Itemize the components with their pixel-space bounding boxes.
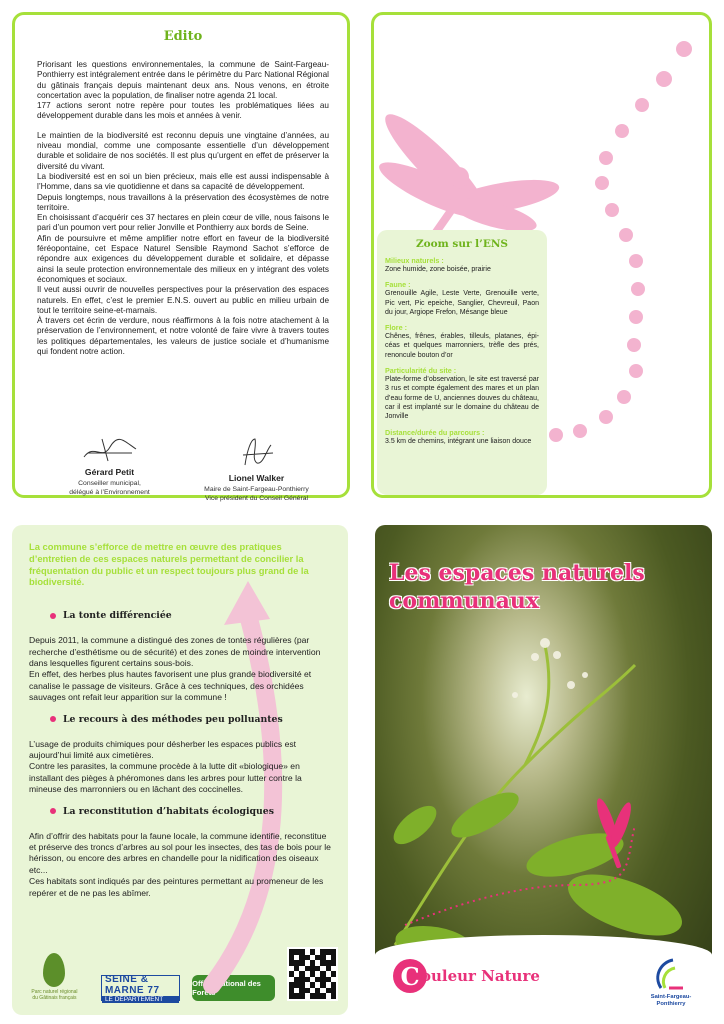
signature-petit-icon: [80, 435, 140, 463]
signatory-name: Gérard Petit: [84, 467, 135, 477]
logo-parc-gatinais: Parc naturel régional du Gâtinais français: [30, 953, 79, 1001]
section-paragraph: L’usage de produits chimiques pour désherber les espaces publics est aujourd’hui limité aux cimetières.: [29, 738, 297, 761]
brand-word: ouleur Nature: [421, 967, 540, 985]
zoom-text: Chênes, frênes, érables, tilleuls, platanes, épi-céas et quelques marronniers, trèfle des prés, renoncule bouton d’or: [385, 333, 539, 359]
section-text: [29, 635, 332, 703]
edito-paragraph: 177 actions seront notre repère pour toutes les problématiques liées au développement durable dans les mois et années à venir.: [37, 101, 329, 121]
edito-paragraph: La biodiversité est en soi un bien précieux, mais elle est aussi indispensable à l’Homme, dans sa vie quotidienne et dans sa capacité de développement.: [37, 171, 329, 192]
section-paragraph: Afin d’offrir des habitats pour la faune locale, la commune identifie, reconstitue et préserve des troncs d’arbres au sol pour les insectes, des tas de bois pour le hérisson, ou encore des arbres en chandelle pour la nidification des oiseaux etc...: [29, 830, 331, 875]
zoom-heading: Faune :: [385, 280, 411, 290]
section-paragraph: En effet, des herbes plus hautes favorisent une plus grande biodiversité et canalise le passage de visiteurs. Grâce à ces techniques, des orchidées sauvages ont refait leur apparition sur la commune !: [29, 669, 312, 703]
section-text: [29, 739, 332, 796]
edito-paragraph: À travers cet écrin de verdure, nous réaffirmons à la fois notre atachement à la préservation de l’environnement, et notre volonté de faire vivre à travers toutes les politiques départementales, les valeurs de justice sociale et d’humanisme qui fondent notre action.: [37, 316, 329, 357]
section-paragraph: Depuis 2011, la commune a distingué des zones de tontes régulières (par recherche d’esthétisme ou de sécurité) et des zones de moindre intervention dans lesquelles figurent certains sous-bois.: [29, 635, 321, 668]
practices-panel: [12, 525, 348, 1015]
signature-block-petit: [37, 435, 182, 503]
signature-block-walker: [184, 435, 329, 503]
bullet-icon: [50, 613, 56, 619]
section-paragraph: Contre les parasites, la commune procède à la lutte dit «biologique» en installant des pièges à phéromones dans les arbres pour lutter contre la mineuse des marronniers ou en lâchant des coccinelles.: [29, 761, 302, 795]
section-heading-mowing: [50, 610, 332, 621]
section-paragraph: Ces habitats sont indiqués par des peintures permettant au promeneur de les repérer et de ne pas les abîmer.: [29, 876, 324, 898]
signatory-role: Conseiller municipal,: [78, 480, 141, 487]
intro-text: La commune s’efforce de mettre en œuvre des pratiques d’entretien de ces espaces naturels permettant de concilier la fréquentation du public et un respect toujours plus grand de la biodiversité.: [29, 541, 309, 588]
section-title: La tonte différenciée: [63, 610, 172, 622]
section-title: Le recours à des méthodes peu polluantes: [63, 713, 283, 725]
edito-paragraph: Le maintien de la biodiversité est reconnu depuis une vingtaine d’années, au niveau mondial, comme une composante essentielle d’un développement durable et solidaire de nos sociétés. Il est plus qu’urgent en effet de préserver la diversité du vivant.: [37, 130, 329, 171]
logo-onf: Office National des Forêts: [192, 975, 275, 1001]
cover-panel: [375, 525, 712, 1015]
zoom-text: 3.5 km de chemins, intégrant une liaison douce: [385, 437, 532, 445]
signatory-role: Vice président du Conseil Général: [204, 494, 309, 502]
signature-walker-icon: [237, 435, 277, 469]
couleur-nature-logo: [393, 959, 540, 993]
logo-seine-et-marne: SEINE & MARNE 77 LE DÉPARTEMENT: [101, 975, 180, 1001]
edito-panel: [12, 12, 350, 502]
signatures: [37, 435, 329, 503]
zoom-ens-box: [377, 230, 547, 495]
signatory-role: délégué à l’Environnement: [69, 488, 150, 496]
zoom-text: Grenouille Agile, Leste Verte, Grenouille verte, Pic vert, Pic epeiche, Sanglier, Chevreuil, Paon du jour, Argiope Frefon, Mésange bleue: [385, 290, 539, 316]
edito-title: Edito: [163, 29, 203, 44]
cover-title: Les espaces naturels communaux: [389, 560, 645, 614]
zoom-text: Zone humide, zone boisée, prairie: [385, 266, 491, 273]
town-name: Saint-Fargeau-Ponthierry: [650, 994, 692, 1007]
bullet-icon: [50, 808, 56, 814]
town-emblem-icon: [651, 958, 691, 992]
signatory-role: Maire de Saint-Fargeau-Ponthierry: [204, 486, 309, 493]
bullet-icon: [50, 716, 56, 722]
zoom-heading: Particularité du site :: [385, 366, 457, 376]
section-heading-habitats: [50, 806, 332, 817]
section-heading-methods: [50, 714, 332, 725]
zoom-heading: Distance/durée du parcours :: [385, 427, 485, 437]
zoom-heading: Flore :: [385, 323, 407, 333]
edito-paragraph: Depuis longtemps, nous travaillons à la préservation des écosystèmes de notre territoire.: [37, 192, 329, 212]
zoom-heading: Milieux naturels :: [385, 256, 444, 265]
signatory-name: Lionel Walker: [228, 473, 285, 483]
edito-paragraph: Afin de poursuivre et même amplifier notre effort en faveur de la biodiversité féréopontaine, cet Espace Naturel Sensible Raymond Sachot s’efforce de répondre aux exigences du développement durable et solidaire, et dépasse ainsi la seule protection environnementale des milieux en y intégrant des volets économiques et sociaux.: [37, 233, 329, 284]
town-logo: [640, 958, 702, 1008]
zoom-text: Plate-forme d’observation, le site est traversé par 3 rus et compte également des mares et un plan d’eau forme de U, anciennes douves du château, car il est implanté sur le domaine du château de Jonville: [385, 376, 539, 421]
section-title: La reconstitution d’habitats écologiques: [63, 805, 274, 817]
edito-paragraph: Priorisant les questions environnementales, la commune de Saint-Fargeau-Ponthierry est intégralement entrée dans le périmètre du Parc National Régional du gâtinais français depuis maintenant deux ans. Nous venons, en étroite concertation avec la population, de finaliser notre agenda 21 local.: [37, 60, 329, 100]
section-text: [29, 831, 332, 899]
edito-paragraph: En choisissant d’acquérir ces 37 hectares en plein cœur de ville, nous faisons le pari d’un poumon vert pour relier Jonville et Ponthierry aux bords de Seine.: [37, 213, 329, 233]
zoom-title: Zoom sur l’ENS: [416, 238, 508, 250]
brand-initial: C: [393, 959, 427, 993]
edito-paragraph: Il veut aussi ouvrir de nouvelles perspectives pour la préservation des espaces naturels. En effet, c’est le premier E.N.S. ouvert au public en milieu urbain de tout le territoire seine-et-marnais.: [37, 285, 329, 315]
